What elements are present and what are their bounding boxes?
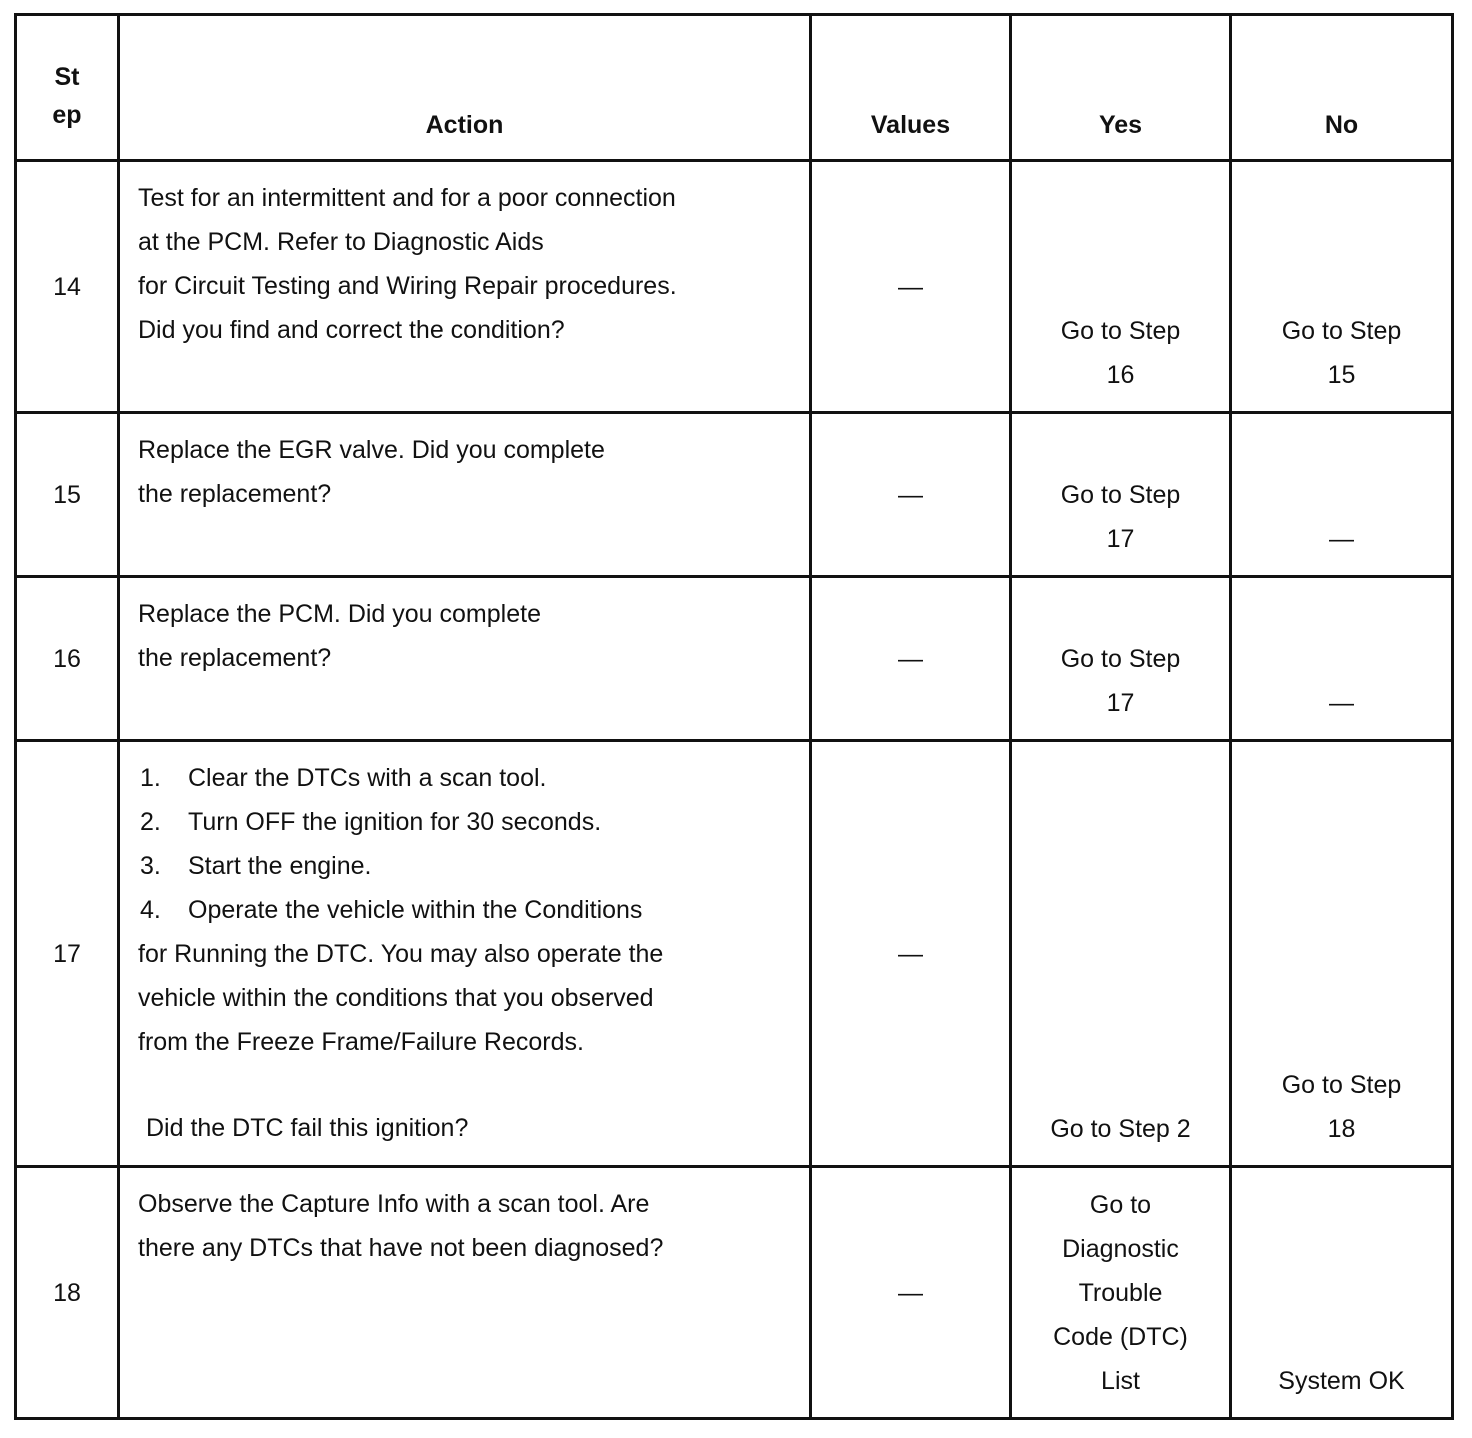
action-text bbox=[119, 741, 811, 1167]
action-question: Did the DTC fail this ignition? bbox=[146, 1114, 469, 1142]
header-row bbox=[16, 15, 1453, 161]
no-line: — bbox=[1329, 689, 1354, 717]
yes-line: Go to Step bbox=[1060, 317, 1181, 345]
yes-line: Trouble bbox=[1078, 1279, 1163, 1307]
action-text bbox=[119, 413, 811, 577]
no-line: — bbox=[1329, 525, 1354, 553]
yes-line: 17 bbox=[1106, 525, 1135, 553]
list-number: 1. bbox=[140, 764, 161, 792]
yes-cell bbox=[1011, 741, 1231, 1167]
step-number: 16 bbox=[16, 577, 119, 741]
step-number: 18 bbox=[16, 1167, 119, 1419]
list-number: 3. bbox=[140, 852, 161, 880]
table-row bbox=[16, 741, 1453, 1167]
yes-line: List bbox=[1101, 1367, 1140, 1395]
action-line: Replace the PCM. Did you complete bbox=[138, 600, 541, 628]
values-cell: — bbox=[811, 1167, 1011, 1419]
action-line: at the PCM. Refer to Diagnostic Aids bbox=[138, 228, 544, 256]
yes-line: Diagnostic bbox=[1062, 1235, 1179, 1263]
table-row bbox=[16, 413, 1453, 577]
step-number: 14 bbox=[16, 161, 119, 413]
no-line: 18 bbox=[1327, 1115, 1356, 1143]
action-line: the replacement? bbox=[138, 480, 332, 508]
action-line: Test for an intermittent and for a poor connection bbox=[138, 184, 676, 212]
action-line: for Running the DTC. You may also operate the bbox=[138, 940, 664, 968]
no-cell bbox=[1231, 1167, 1453, 1419]
header-step: St ep bbox=[16, 15, 119, 161]
yes-cell bbox=[1011, 161, 1231, 413]
step-number: 17 bbox=[16, 741, 119, 1167]
list-number: 2. bbox=[140, 808, 161, 836]
yes-line: 17 bbox=[1106, 689, 1135, 717]
action-line: Observe the Capture Info with a scan tool. Are bbox=[138, 1190, 650, 1218]
action-line: vehicle within the conditions that you observed bbox=[138, 984, 654, 1012]
list-item bbox=[138, 844, 799, 888]
yes-cell bbox=[1011, 413, 1231, 577]
action-line: Did you find and correct the condition? bbox=[138, 316, 565, 344]
list-item bbox=[138, 888, 799, 932]
values-cell: — bbox=[811, 413, 1011, 577]
header-action: Action bbox=[119, 15, 811, 161]
no-line: Go to Step bbox=[1281, 317, 1402, 345]
action-text bbox=[119, 577, 811, 741]
list-item bbox=[138, 756, 799, 800]
no-cell bbox=[1231, 741, 1453, 1167]
no-cell bbox=[1231, 161, 1453, 413]
yes-cell bbox=[1011, 1167, 1231, 1419]
table-row bbox=[16, 1167, 1453, 1419]
yes-line: Go to Step bbox=[1060, 481, 1181, 509]
yes-line: Code (DTC) bbox=[1053, 1323, 1188, 1351]
header-values: Values bbox=[811, 15, 1011, 161]
yes-line: Go to Step bbox=[1060, 645, 1181, 673]
step-number: 15 bbox=[16, 413, 119, 577]
list-number: 4. bbox=[140, 896, 161, 924]
diagnostic-table bbox=[14, 13, 1454, 1420]
no-line: Go to Step bbox=[1281, 1071, 1402, 1099]
header-no: No bbox=[1231, 15, 1453, 161]
yes-line: Go to bbox=[1089, 1191, 1152, 1219]
values-cell: — bbox=[811, 161, 1011, 413]
table-row bbox=[16, 577, 1453, 741]
no-line: System OK bbox=[1278, 1367, 1405, 1395]
no-line: 15 bbox=[1327, 361, 1356, 389]
action-line: there any DTCs that have not been diagnosed? bbox=[138, 1234, 664, 1262]
list-text: Turn OFF the ignition for 30 seconds. bbox=[188, 808, 602, 836]
action-text bbox=[119, 1167, 811, 1419]
yes-line: Go to Step 2 bbox=[1050, 1115, 1191, 1143]
action-text bbox=[119, 161, 811, 413]
values-cell: — bbox=[811, 741, 1011, 1167]
action-line: Replace the EGR valve. Did you complete bbox=[138, 436, 605, 464]
action-line: from the Freeze Frame/Failure Records. bbox=[138, 1028, 584, 1056]
no-cell bbox=[1231, 577, 1453, 741]
list-text: Clear the DTCs with a scan tool. bbox=[188, 764, 547, 792]
action-line: for Circuit Testing and Wiring Repair procedures. bbox=[138, 272, 677, 300]
yes-line: 16 bbox=[1106, 361, 1135, 389]
action-line: the replacement? bbox=[138, 644, 332, 672]
header-yes: Yes bbox=[1011, 15, 1231, 161]
yes-cell bbox=[1011, 577, 1231, 741]
no-cell bbox=[1231, 413, 1453, 577]
list-text: Start the engine. bbox=[188, 852, 372, 880]
list-item bbox=[138, 800, 799, 844]
list-text: Operate the vehicle within the Conditions bbox=[188, 896, 643, 924]
table-row bbox=[16, 161, 1453, 413]
values-cell: — bbox=[811, 577, 1011, 741]
